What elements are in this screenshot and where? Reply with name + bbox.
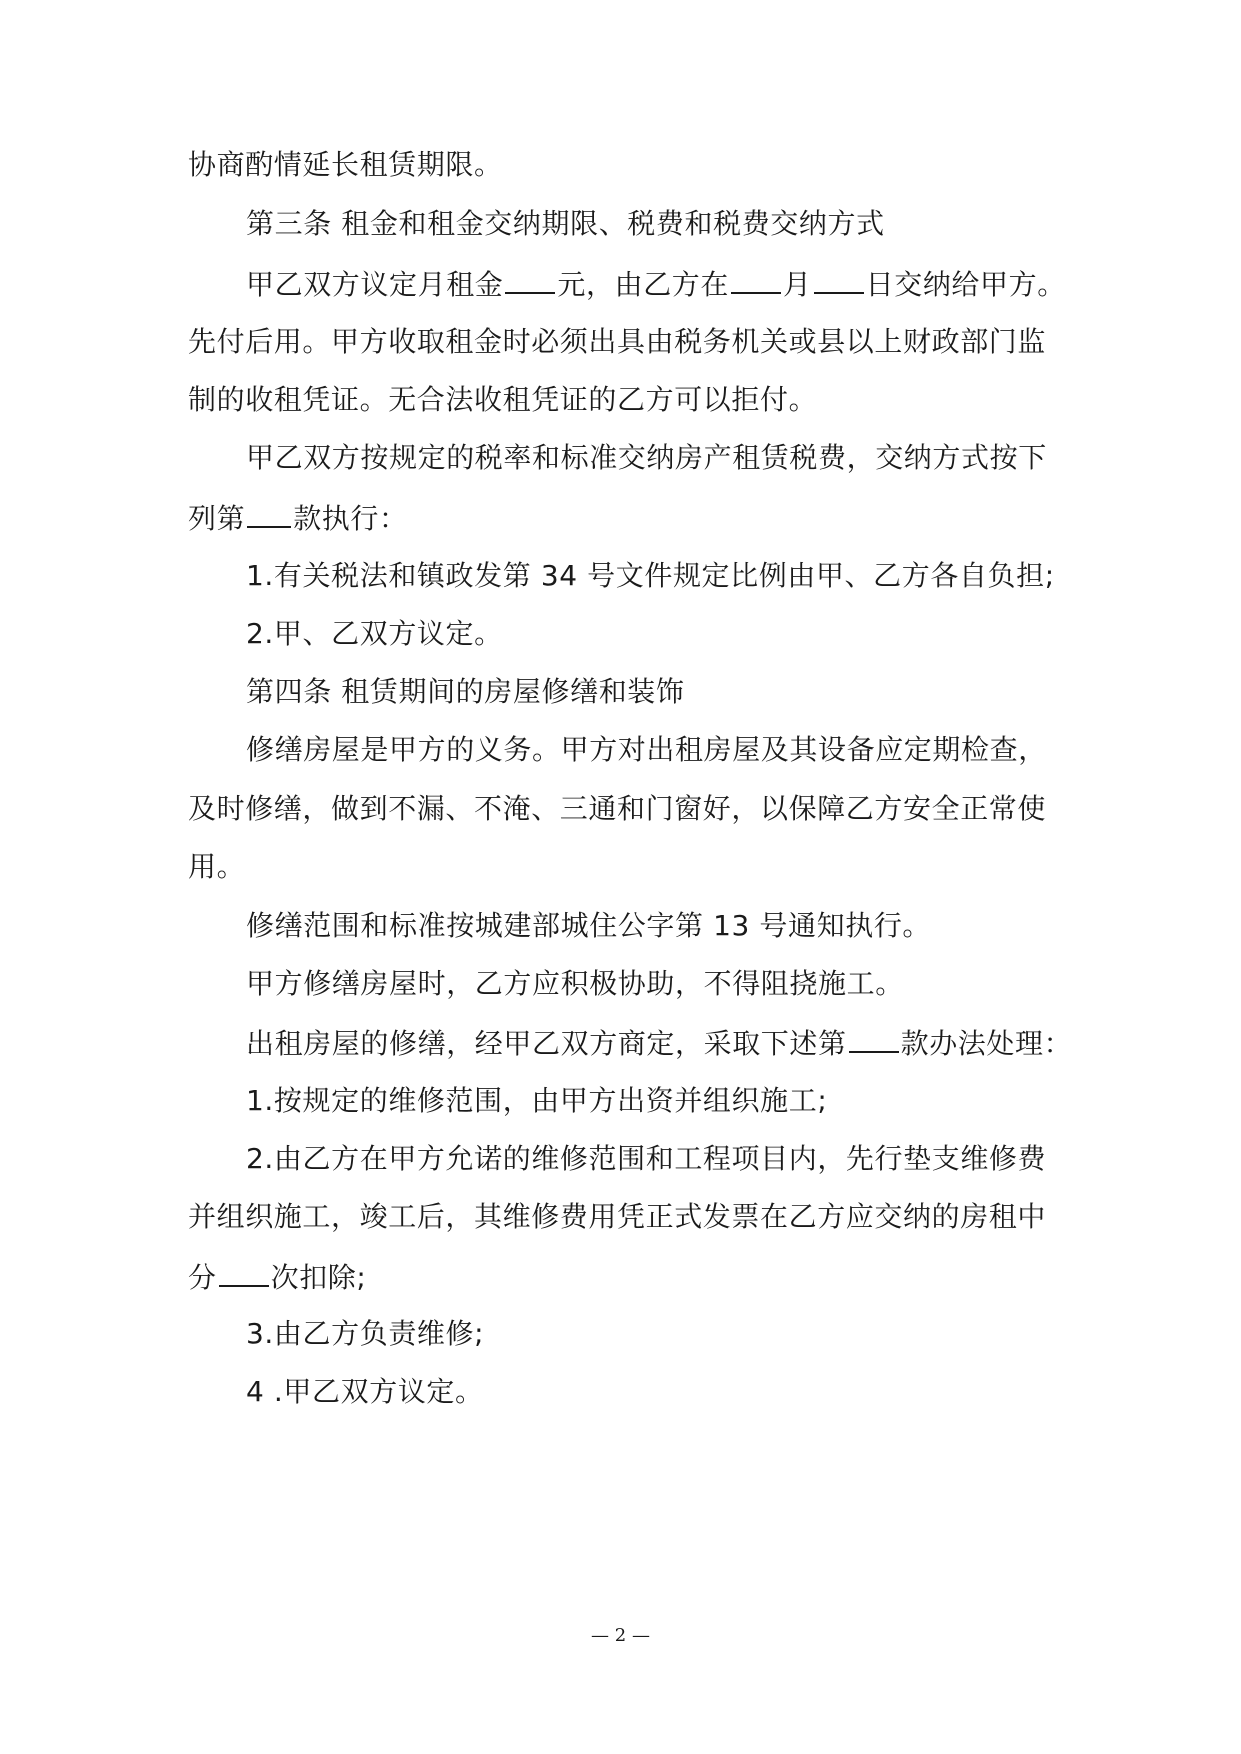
fill-blank — [731, 266, 781, 294]
list-item: 3.由乙方负责维修; — [246, 1317, 485, 1350]
page-number: — 2 — — [591, 1625, 650, 1646]
paragraph-line: 先付后用。甲方收取租金时必须出具由税务机关或县以上财政部门监 — [188, 325, 1047, 358]
paragraph-line: 出租房屋的修缮，经甲乙双方商定，采取下述第 款办法处理： — [246, 1027, 1073, 1060]
list-item: 1.按规定的维修范围，由甲方出资并组织施工; — [246, 1084, 828, 1117]
paragraph-line: 协商酌情延长租赁期限。 — [188, 148, 503, 181]
list-item: 4 .甲乙双方议定。 — [246, 1375, 484, 1408]
paragraph-line: 并组织施工，竣工后，其维修费用凭正式发票在乙方应交纳的房租中 — [188, 1200, 1047, 1233]
paragraph-line: 用。 — [188, 850, 246, 883]
fill-blank — [505, 266, 555, 294]
fill-blank — [219, 1259, 269, 1287]
paragraph-line: 修缮范围和标准按城建部城住公字第 13 号通知执行。 — [246, 909, 932, 942]
paragraph-line: 甲乙双方议定月租金 元，由乙方在 月 日交纳给甲方。 — [246, 268, 1066, 301]
paragraph-line: 分 次扣除; — [188, 1261, 367, 1294]
paragraph-line: 制的收租凭证。无合法收租凭证的乙方可以拒付。 — [188, 383, 818, 416]
list-item: 2.甲、乙双方议定。 — [246, 617, 503, 650]
paragraph-line: 甲方修缮房屋时，乙方应积极协助，不得阻挠施工。 — [246, 967, 904, 1000]
fill-blank — [814, 266, 864, 294]
fill-blank — [849, 1025, 899, 1053]
paragraph-line: 修缮房屋是甲方的义务。甲方对出租房屋及其设备应定期检查， — [246, 733, 1047, 766]
paragraph-line: 及时修缮，做到不漏、不淹、三通和门窗好，以保障乙方安全正常使 — [188, 792, 1047, 825]
paragraph-line: 列第 款执行： — [188, 502, 408, 535]
fill-blank — [247, 500, 291, 528]
paragraph-line: 甲乙双方按规定的税率和标准交纳房产租赁税费，交纳方式按下 — [246, 441, 1047, 474]
list-item: 1.有关税法和镇政发第 34 号文件规定比例由甲、乙方各自负担; — [246, 559, 1055, 592]
section-heading: 第三条 租金和租金交纳期限、税费和税费交纳方式 — [246, 207, 885, 240]
list-item: 2.由乙方在甲方允诺的维修范围和工程项目内，先行垫支维修费 — [246, 1142, 1047, 1175]
section-heading: 第四条 租赁期间的房屋修缮和装饰 — [246, 675, 685, 708]
